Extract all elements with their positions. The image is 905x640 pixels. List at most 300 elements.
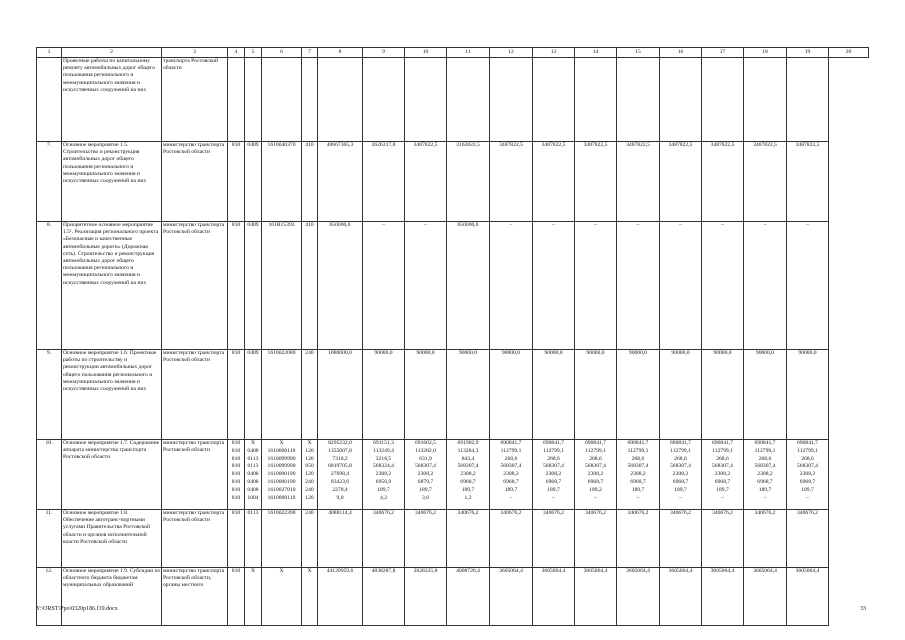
value-line: – — [382, 222, 385, 228]
value-cell — [302, 350, 318, 440]
value-cell — [702, 142, 744, 222]
table-row — [37, 568, 869, 626]
value-line: 340676,2 — [712, 510, 733, 516]
value-line: 650000,0 — [457, 222, 479, 228]
value-cell — [702, 350, 744, 440]
value-line: 650000,0 — [329, 222, 351, 228]
value-line: 810 — [231, 142, 241, 148]
value-cell — [533, 142, 575, 222]
activity-name: Основное мероприятие 1.6. Проектные работы по строительству и реконструкции автомобильных дорог общего пользования регионального и межмуниципального значения и искусственных сооружений на них — [62, 350, 162, 440]
value-line: 268,6 — [716, 455, 729, 462]
value-cell — [660, 510, 702, 568]
value-line: 0409 — [247, 222, 259, 228]
value-line: 2308,2 — [799, 471, 816, 478]
value-line: 2308,2 — [545, 471, 562, 478]
column-number: 5 — [245, 48, 262, 58]
value-cell — [533, 58, 575, 142]
value-line: 112799,1 — [670, 447, 691, 454]
value-line: 1355007,8 — [328, 447, 352, 454]
value-line: 1080000,0 — [328, 350, 352, 356]
value-line: 6956,9 — [375, 478, 392, 485]
value-line: 2626317,8 — [371, 142, 396, 148]
value-cell — [660, 440, 702, 510]
value-line: 690841,7 — [500, 440, 522, 446]
value-line: 189,7 — [758, 486, 772, 493]
column-number: 3 — [162, 48, 228, 58]
value-cell — [302, 568, 318, 626]
value-cell — [575, 350, 617, 440]
value-line: 189,7 — [547, 486, 560, 493]
activity-name: Основное мероприятие 1.7. Содержание аппарата министерства транспорта Ростовской области — [62, 440, 162, 510]
value-line: 113282,0 — [415, 447, 436, 454]
value-cell — [787, 350, 829, 440]
value-line: 6879,7 — [417, 478, 434, 485]
value-line: 268,6 — [504, 455, 518, 462]
table-row — [37, 58, 869, 142]
value-cell — [533, 568, 575, 626]
value-line: 3605064,4 — [583, 568, 608, 574]
value-line: – — [594, 494, 597, 501]
value-cell — [744, 58, 787, 142]
value-line: 1004 — [247, 494, 259, 501]
value-line: 90000,0 — [628, 350, 648, 356]
value-cell — [787, 142, 829, 222]
value-line: 0113 — [247, 455, 259, 462]
value-line: 340676,2 — [415, 510, 436, 516]
value-cell — [787, 568, 829, 626]
value-line: X — [250, 440, 256, 446]
value-line: 6968,7 — [503, 478, 519, 485]
value-cell — [405, 222, 447, 350]
value-line: 6968,7 — [757, 478, 773, 485]
value-cell — [575, 510, 617, 568]
value-cell — [575, 222, 617, 350]
value-cell — [363, 58, 405, 142]
value-cell — [405, 568, 447, 626]
value-line: 3487822,5 — [795, 142, 820, 148]
value-line: 1610000190 — [267, 478, 296, 485]
value-line: 240 — [305, 486, 314, 493]
value-line: 90000,0 — [713, 350, 732, 356]
value-line: 568324,4 — [373, 463, 394, 470]
value-line: 268,6 — [801, 455, 814, 462]
value-line: 90000,0 — [755, 350, 775, 356]
value-line: 340676,2 — [373, 510, 394, 516]
value-line: 3487822,5 — [668, 142, 693, 148]
row-number: 11. — [37, 510, 62, 568]
value-line: 843,4 — [461, 455, 475, 462]
value-cell — [363, 568, 405, 626]
value-line: 1610022390 — [267, 510, 296, 516]
value-line: 2308,2 — [587, 471, 604, 478]
value-line: 6968,7 — [630, 478, 646, 485]
value-line: 112799,1 — [500, 447, 522, 454]
value-cell — [744, 350, 787, 440]
value-line: 120 — [305, 455, 314, 462]
column-number-row — [37, 48, 869, 58]
value-cell — [245, 510, 262, 568]
value-line: X — [279, 440, 284, 446]
value-line: X — [279, 568, 284, 574]
value-cell — [617, 350, 660, 440]
value-cell — [245, 350, 262, 440]
value-line: 112799,1 — [627, 447, 649, 454]
value-cell — [363, 222, 405, 350]
value-cell — [490, 568, 533, 626]
value-line: 6819705,8 — [328, 463, 352, 470]
table-row — [37, 142, 869, 222]
value-line: 568307,4 — [797, 463, 818, 470]
value-line: 0409 — [247, 350, 259, 356]
value-line: 0408 — [247, 447, 259, 454]
value-line: 189,7 — [419, 486, 432, 493]
value-cell — [575, 568, 617, 626]
value-line: 113249,4 — [373, 447, 394, 454]
value-line: 189,2 — [589, 486, 602, 493]
value-line: – — [509, 494, 513, 501]
value-line: 690841,7 — [797, 440, 818, 446]
column-number: 14 — [575, 48, 617, 58]
value-line: 189,7 — [504, 486, 518, 493]
activity-name: Проектные работы по капитальному ремонту автомобильных дорог общего пользования регионального и межмуниципального значения и искусственных сооружений на них — [62, 58, 162, 142]
value-line: 810 — [231, 568, 241, 574]
value-line: 3487822,5 — [626, 142, 650, 148]
executor: министерство транспорта Ростовской области — [162, 222, 228, 350]
value-line: 90000,0 — [374, 350, 393, 356]
value-cell — [363, 350, 405, 440]
value-cell — [702, 440, 744, 510]
value-line: – — [679, 222, 682, 228]
value-cell — [262, 510, 302, 568]
value-cell — [575, 440, 617, 510]
value-cell — [447, 440, 490, 510]
value-line: – — [552, 222, 555, 228]
value-line: 3,6 — [422, 494, 429, 501]
value-cell — [318, 142, 363, 222]
value-line: 113284,3 — [457, 447, 479, 454]
value-cell — [787, 510, 829, 568]
column-number: 2 — [62, 48, 162, 58]
value-cell — [262, 142, 302, 222]
activity-name: Основное мероприятие 1.5. Строительство и реконструкция автомобильных дорог общего пользования регионального и межмуниципального значения и искусственных сооружений на них — [62, 142, 162, 222]
value-cell — [702, 58, 744, 142]
value-cell — [302, 222, 318, 350]
value-line: 340676,2 — [500, 510, 522, 516]
value-line: 410 — [305, 142, 314, 148]
value-line: 6968,7 — [545, 478, 562, 485]
value-cell — [302, 58, 318, 142]
value-cell — [744, 568, 787, 626]
value-cell — [660, 222, 702, 350]
value-line: 810 — [231, 478, 241, 485]
value-line: 112799,1 — [712, 447, 733, 454]
value-line: 340676,2 — [797, 510, 818, 516]
value-line: 0408 — [247, 471, 259, 478]
value-line: – — [636, 222, 640, 228]
value-line: 0408 — [247, 478, 259, 485]
value-cell — [617, 222, 660, 350]
document-path: Y:\ORST\Ppo\0320p186.f19.docx — [36, 606, 118, 612]
value-cell — [447, 222, 490, 350]
value-cell — [318, 510, 363, 568]
value-line: 1610000110 — [267, 447, 296, 454]
column-number: 18 — [744, 48, 787, 58]
value-line: 3487822,5 — [499, 142, 523, 148]
value-cell — [405, 58, 447, 142]
value-cell — [262, 350, 302, 440]
value-line: 3605064,4 — [668, 568, 693, 574]
value-line: 2308,2 — [460, 471, 476, 478]
value-line: 2308,2 — [375, 471, 392, 478]
value-cell — [702, 510, 744, 568]
value-line: 690841,7 — [670, 440, 691, 446]
value-line: 810 — [231, 350, 241, 356]
value-line: 112799,1 — [585, 447, 606, 454]
value-line: 268,6 — [631, 455, 645, 462]
value-line: 112799,1 — [543, 447, 564, 454]
value-cell — [447, 142, 490, 222]
value-cell — [490, 58, 533, 142]
value-line: 4,2 — [380, 494, 387, 501]
row-number: 9. — [37, 350, 62, 440]
value-line: 27698,4 — [330, 471, 350, 478]
value-line: 1610022080 — [267, 350, 296, 356]
value-line: 3487822,5 — [710, 142, 735, 148]
value-cell — [245, 568, 262, 626]
row-number: 10. — [37, 440, 62, 510]
value-line: 1,2 — [464, 494, 472, 501]
value-line: 2828325,8 — [413, 568, 438, 574]
value-line: 810 — [231, 494, 241, 501]
value-line: – — [679, 494, 682, 501]
value-line: 690841,7 — [712, 440, 733, 446]
value-line: 810 — [231, 486, 241, 493]
value-line: 3487822,5 — [413, 142, 438, 148]
value-cell — [405, 350, 447, 440]
budget-table — [36, 47, 869, 626]
value-line: 3605064,4 — [541, 568, 566, 574]
value-cell — [228, 440, 245, 510]
value-line: 7318,2 — [332, 455, 348, 462]
value-line: 810 — [231, 440, 241, 446]
value-cell — [228, 510, 245, 568]
value-cell — [228, 568, 245, 626]
value-line: 568307,4 — [627, 463, 649, 470]
value-line: 3218,5 — [375, 455, 392, 462]
executor: министерство транспорта Ростовской области, органы местного — [162, 568, 228, 626]
value-line: 0113 — [247, 510, 259, 516]
value-line: X — [307, 440, 312, 446]
value-line: – — [763, 222, 767, 228]
value-cell — [262, 440, 302, 510]
value-line: 90000,0 — [798, 350, 817, 356]
value-line: 340676,2 — [543, 510, 564, 516]
value-line: 120 — [305, 471, 314, 478]
value-line: 340676,2 — [457, 510, 479, 516]
value-line: 3487822,5 — [753, 142, 777, 148]
value-cell — [262, 222, 302, 350]
value-line: 90000,0 — [501, 350, 521, 356]
value-line: 1610000190 — [267, 471, 296, 478]
column-number: 13 — [533, 48, 575, 58]
value-cell — [575, 58, 617, 142]
column-number: 4 — [228, 48, 245, 58]
value-line: 3605064,4 — [626, 568, 650, 574]
value-cell — [447, 510, 490, 568]
value-line: 810 — [231, 463, 241, 470]
value-cell — [318, 440, 363, 510]
value-line: 3605064,4 — [710, 568, 735, 574]
value-cell — [533, 222, 575, 350]
value-line: 268,6 — [758, 455, 772, 462]
value-cell — [617, 58, 660, 142]
column-number: 20 — [829, 48, 869, 58]
value-line: 810 — [231, 222, 241, 228]
value-cell — [702, 568, 744, 626]
value-line: 0113 — [247, 463, 259, 470]
row-number — [37, 58, 62, 142]
row-number: 7. — [37, 142, 62, 222]
value-cell — [405, 142, 447, 222]
value-line: 120 — [305, 447, 314, 454]
value-line: 268,6 — [589, 455, 602, 462]
value-line: 810 — [231, 471, 241, 478]
value-line: 691902,9 — [457, 440, 479, 446]
value-line: 568307,4 — [670, 463, 691, 470]
column-number: 16 — [660, 48, 702, 58]
value-line: 2308,2 — [714, 471, 731, 478]
value-line: 90000,0 — [671, 350, 690, 356]
value-line: 2308,2 — [630, 471, 646, 478]
activity-name: Основное мероприятие 1.9. Субсидии из областного бюджета бюджетам муниципальных образований — [62, 568, 162, 626]
value-line: 3605064,4 — [795, 568, 820, 574]
value-cell — [787, 440, 829, 510]
value-line: 0408 — [247, 486, 259, 493]
value-line: 691151,3 — [373, 440, 394, 446]
value-line: 810 — [231, 510, 241, 516]
value-cell — [318, 58, 363, 142]
value-line: 90000,0 — [458, 350, 478, 356]
value-cell — [228, 350, 245, 440]
value-cell — [490, 440, 533, 510]
value-line: – — [806, 222, 809, 228]
value-cell — [744, 510, 787, 568]
value-cell — [447, 58, 490, 142]
value-line: – — [721, 222, 724, 228]
value-line: 8295232,0 — [328, 440, 352, 446]
value-cell — [447, 568, 490, 626]
value-line: X — [250, 568, 256, 574]
table-row — [37, 440, 869, 510]
value-cell — [490, 222, 533, 350]
column-number: 1 — [37, 48, 62, 58]
column-number: 12 — [490, 48, 533, 58]
value-cell — [702, 222, 744, 350]
value-line: 83423,6 — [330, 478, 350, 485]
value-cell — [302, 510, 318, 568]
value-line: 690841,7 — [754, 440, 776, 446]
value-line: 240 — [305, 478, 314, 485]
value-line: – — [509, 222, 513, 228]
value-cell — [262, 568, 302, 626]
value-line: 1610099990 — [267, 455, 296, 462]
value-cell — [533, 510, 575, 568]
value-line: 112799,1 — [797, 447, 818, 454]
value-line: 850 — [305, 463, 314, 470]
value-cell — [363, 510, 405, 568]
value-line: 1610099990 — [267, 463, 296, 470]
table-row — [37, 222, 869, 350]
value-line: 4008726,4 — [456, 568, 480, 574]
value-cell — [660, 142, 702, 222]
value-line: 6968,7 — [672, 478, 689, 485]
value-line: 690841,7 — [543, 440, 564, 446]
value-line: 340676,2 — [670, 510, 691, 516]
value-line: 40667365,3 — [326, 142, 354, 148]
value-line: – — [424, 222, 427, 228]
value-line: 189,7 — [631, 486, 645, 493]
value-cell — [262, 58, 302, 142]
value-cell — [228, 142, 245, 222]
value-line: 112799,1 — [754, 447, 776, 454]
value-cell — [405, 440, 447, 510]
column-number: 7 — [302, 48, 318, 58]
value-line: 90000,0 — [544, 350, 563, 356]
value-cell — [617, 510, 660, 568]
executor: министерство транспорта Ростовской области — [162, 440, 228, 510]
value-line: 4088114,4 — [328, 510, 352, 516]
value-cell — [490, 510, 533, 568]
activity-name: Основное мероприятие 1.8. Обеспечение автотранс-портными услугами Правительства Ростовской области и органов исполнительной власти Ростовской области — [62, 510, 162, 568]
value-line: 189,7 — [377, 486, 390, 493]
value-line: 240 — [305, 510, 314, 516]
column-number: 9 — [363, 48, 405, 58]
value-line: 189,7 — [801, 486, 814, 493]
value-line: 6968,7 — [799, 478, 816, 485]
value-line: 4838287,8 — [371, 568, 396, 574]
value-cell — [744, 440, 787, 510]
value-cell — [318, 568, 363, 626]
value-line: 3487822,5 — [541, 142, 566, 148]
value-line: 44120959,6 — [326, 568, 354, 574]
executor: министерство транспорта Ростовской области — [162, 350, 228, 440]
value-cell — [490, 350, 533, 440]
column-number: 11 — [447, 48, 490, 58]
value-line: 3605064,4 — [753, 568, 777, 574]
value-line: – — [806, 494, 809, 501]
row-number: 8. — [37, 222, 62, 350]
value-line: 90000,0 — [416, 350, 435, 356]
value-line: 631,9 — [419, 455, 432, 462]
value-cell — [617, 440, 660, 510]
value-line: 568307,4 — [543, 463, 564, 470]
value-line: 568307,4 — [415, 463, 436, 470]
value-line: 9,0 — [336, 494, 344, 501]
value-line: 410 — [305, 222, 314, 228]
executor: министерство транспорта Ростовской области — [162, 142, 228, 222]
value-cell — [617, 568, 660, 626]
value-line: 1610040370 — [267, 142, 296, 148]
value-line: 1610027010 — [267, 486, 296, 493]
value-cell — [302, 440, 318, 510]
value-line: X — [307, 568, 312, 574]
value-line: 690841,7 — [627, 440, 649, 446]
value-line: 691602,5 — [415, 440, 436, 446]
value-line: 268,6 — [547, 455, 560, 462]
value-cell — [533, 440, 575, 510]
value-cell — [363, 440, 405, 510]
column-number: 10 — [405, 48, 447, 58]
